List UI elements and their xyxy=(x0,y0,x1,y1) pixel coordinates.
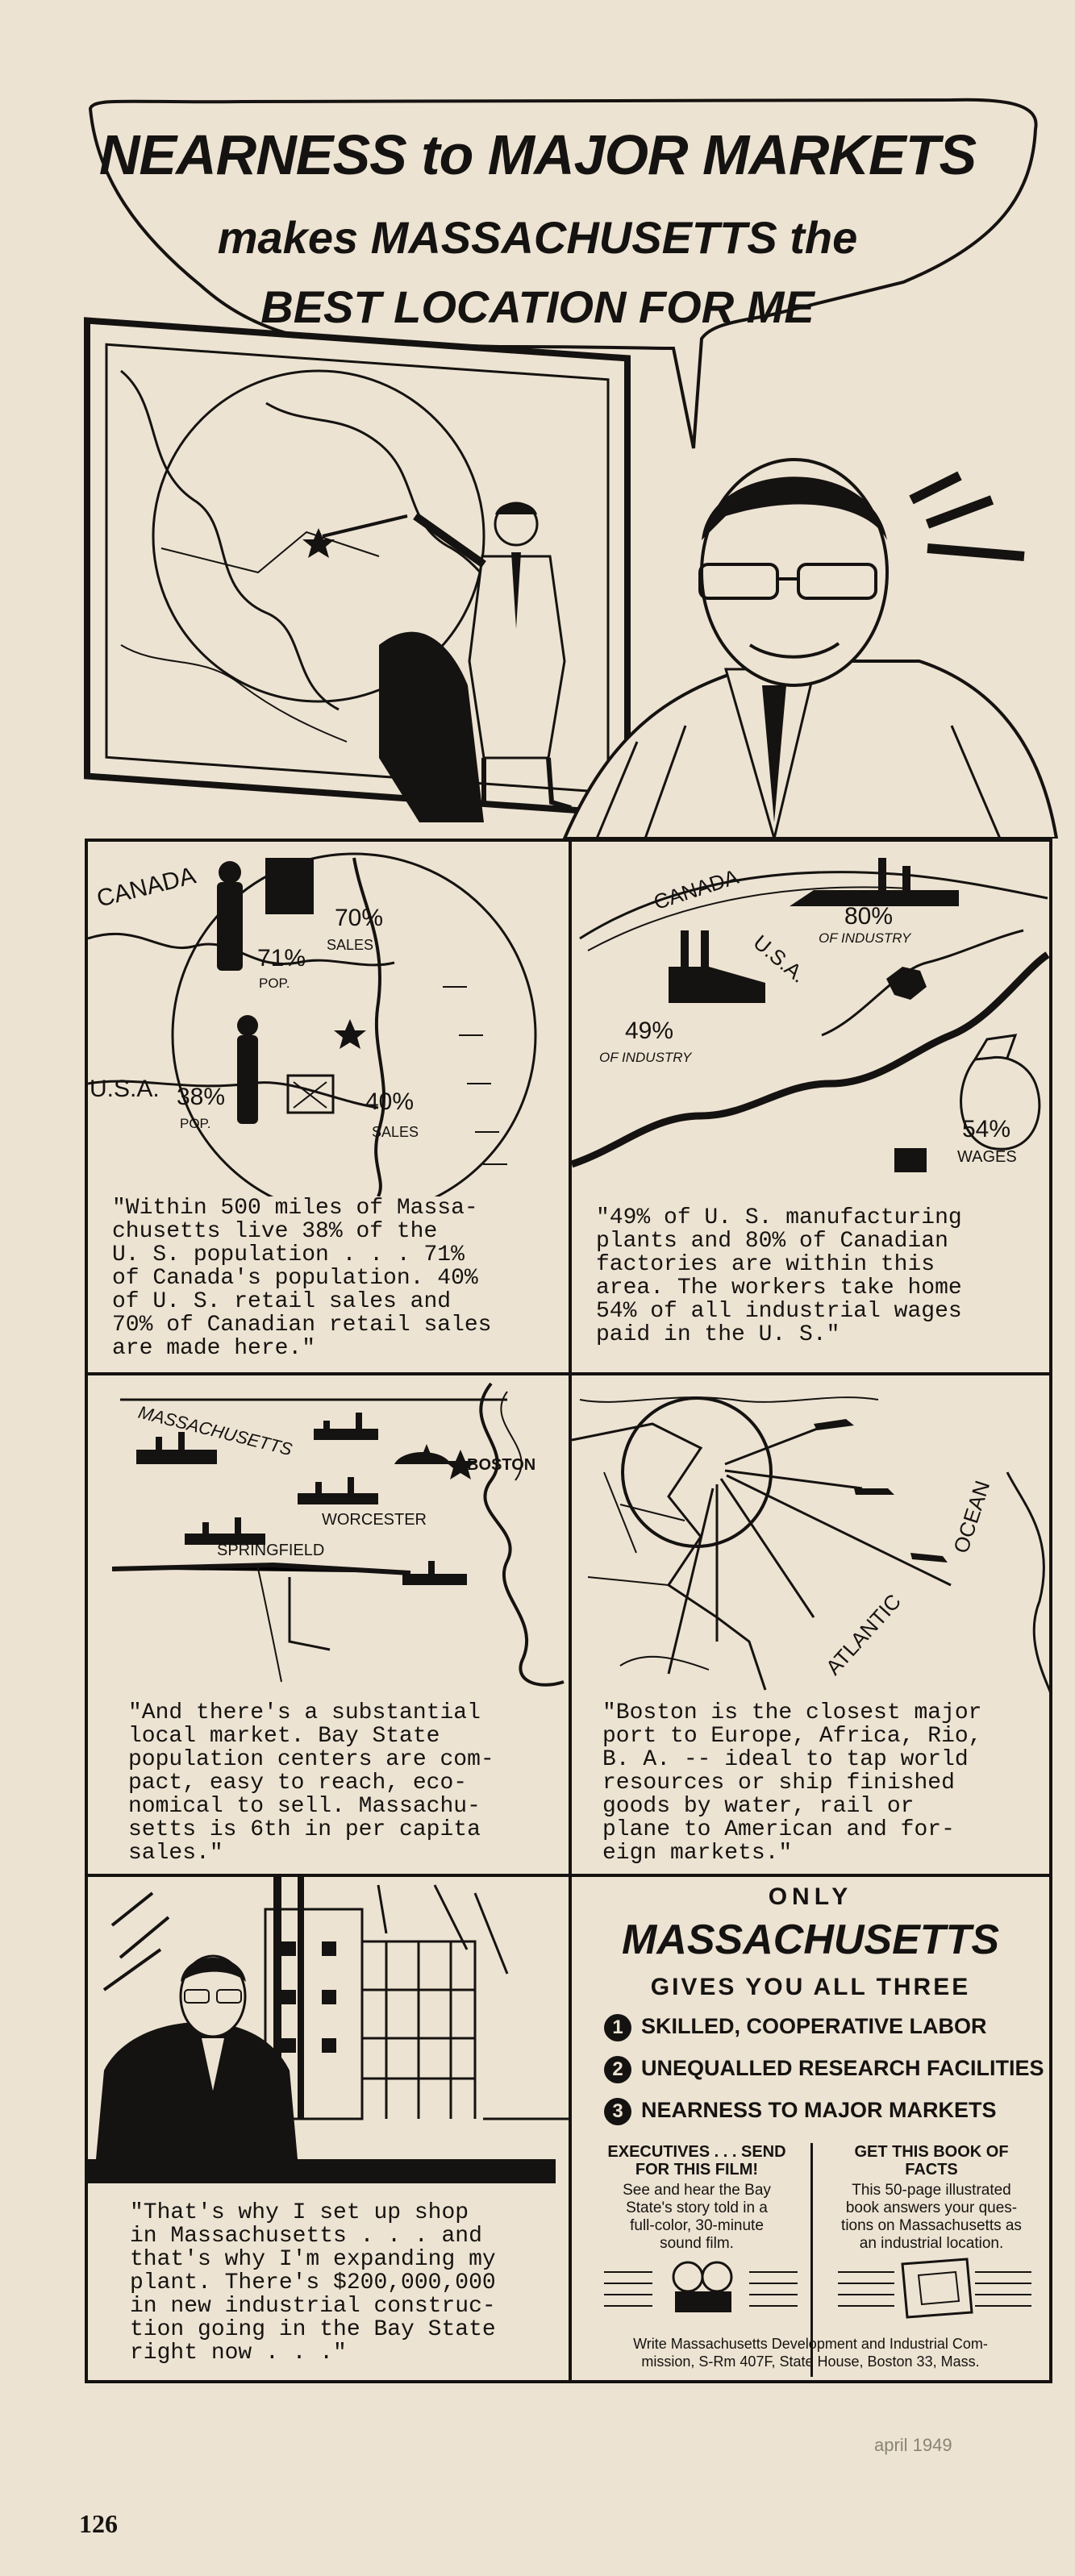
label-pop-38-unit: POP. xyxy=(180,1116,211,1131)
advantage-item-3 xyxy=(604,2098,997,2125)
label-sales-40: 40% xyxy=(365,1088,415,1115)
label-springfield: SPRINGFIELD xyxy=(217,1542,325,1559)
state-heading: MASSACHUSETTS xyxy=(621,1916,1000,1963)
label-sales-70-unit: SALES xyxy=(327,937,374,953)
top-illustration xyxy=(0,306,1075,839)
book-offer-title[interactable]: GET THIS BOOK OF FACTS xyxy=(854,2143,1009,2179)
film-offer-title[interactable]: EXECUTIVES . . . SEND FOR THIS FILM! xyxy=(607,2143,786,2179)
panel-port-map xyxy=(569,1372,1052,1877)
label-wages-54: 54% xyxy=(962,1116,1011,1142)
book-offer-body: This 50-page illustrated book answers your ques- tions on Massachusetts as an industrial location. xyxy=(841,2182,1022,2252)
panel-local-market xyxy=(85,1372,572,1877)
label-boston: BOSTON xyxy=(467,1456,536,1474)
number-badge: 3 xyxy=(604,2098,631,2125)
panel-market-map xyxy=(85,839,572,1375)
advantage-text: NEARNESS TO MAJOR MARKETS xyxy=(641,2098,997,2123)
headline-line-3: BEST LOCATION FOR ME xyxy=(260,281,815,332)
executive-figure xyxy=(565,460,1056,839)
panel-expanding-plant xyxy=(85,1874,572,2383)
label-industry-80: 80% xyxy=(844,903,894,930)
advantage-item-1 xyxy=(604,2014,987,2041)
headline-line-1: NEARNESS to MAJOR MARKETS xyxy=(98,123,977,186)
number-badge: 2 xyxy=(604,2056,631,2083)
headline-line-2: makes MASSACHUSETTS the xyxy=(217,212,858,263)
panel-4-caption: "Boston is the closest major port to Europe, Africa, Rio, B. A. -- ideal to tap world resources or ship finished goods by water, rail or plane to American and for- eign markets." xyxy=(602,1700,982,1866)
panel-5-caption: "That's why I set up shop in Massachusetts . . . and that's why I'm expanding my plant. There's $200,000,000 in new industrial construc- tion going in the Bay State right now . . ." xyxy=(130,2200,496,2366)
number-badge: 1 xyxy=(604,2014,631,2041)
advantage-item-2 xyxy=(604,2056,1044,2083)
panel-3-caption: "And there's a substantial local market. Bay State population centers are com- pact, easy to reach, eco- nomical to sell. Massachu- setts is 6th in per capita sales." xyxy=(128,1700,494,1866)
label-pop-38: 38% xyxy=(177,1084,226,1110)
film-offer-body: See and hear the Bay State's story told in a full-color, 30-minute sound film. xyxy=(623,2182,771,2252)
label-pop-71-unit: POP. xyxy=(259,976,290,991)
label-usa: U.S.A. xyxy=(90,1076,160,1102)
label-industry-49-unit: OF INDUSTRY xyxy=(599,1050,692,1065)
book-icon xyxy=(838,2256,1031,2320)
only-heading: ONLY xyxy=(768,1883,853,1910)
label-atlantic: ATLANTIC xyxy=(820,1589,906,1680)
label-sales-40-unit: SALES xyxy=(372,1124,419,1140)
panel-2-caption: "49% of U. S. manufacturing plants and 80% of Canadian factories are within this area. The workers take home 54% of all industrial wages paid in the U. S." xyxy=(596,1205,962,1347)
panel-only-massachusetts xyxy=(569,1874,1052,2383)
label-industry-80-unit: OF INDUSTRY xyxy=(819,930,911,946)
label-worcester: WORCESTER xyxy=(322,1511,427,1529)
gives-heading: GIVES YOU ALL THREE xyxy=(650,1974,971,2000)
label-industry-49: 49% xyxy=(625,1017,674,1044)
advantage-text: SKILLED, COOPERATIVE LABOR xyxy=(641,2014,987,2039)
label-pop-71: 71% xyxy=(257,945,306,972)
panel-1-caption: "Within 500 miles of Massa- chusetts live 38% of the U. S. population . . . 71% of Canada's population. 40% of U. S. retail sales and 70% of Canadian retail sales are made here." xyxy=(112,1196,492,1361)
label-wages-54-unit: WAGES xyxy=(957,1148,1017,1166)
date-watermark: april 1949 xyxy=(874,2435,952,2455)
advantage-text: UNEQUALLED RESEARCH FACILITIES xyxy=(641,2056,1044,2081)
label-ocean: OCEAN xyxy=(948,1477,995,1556)
page-number: 126 xyxy=(79,2509,118,2538)
atlantic-map-art xyxy=(572,1375,1052,1698)
label-usa-2: U.S.A. xyxy=(748,930,811,988)
panel-industry-map xyxy=(569,839,1052,1375)
address-line: Write Massachusetts Development and Industrial Com- mission, S-Rm 407F, State House, Boston 33, Mass. xyxy=(633,2336,988,2370)
label-canada-2: CANADA xyxy=(650,864,742,915)
construction-art xyxy=(88,1877,572,2199)
film-projector-icon xyxy=(604,2256,798,2320)
label-sales-70: 70% xyxy=(335,905,384,931)
label-massachusetts: MASSACHUSETTS xyxy=(136,1401,294,1460)
label-canada: CANADA xyxy=(94,862,199,913)
